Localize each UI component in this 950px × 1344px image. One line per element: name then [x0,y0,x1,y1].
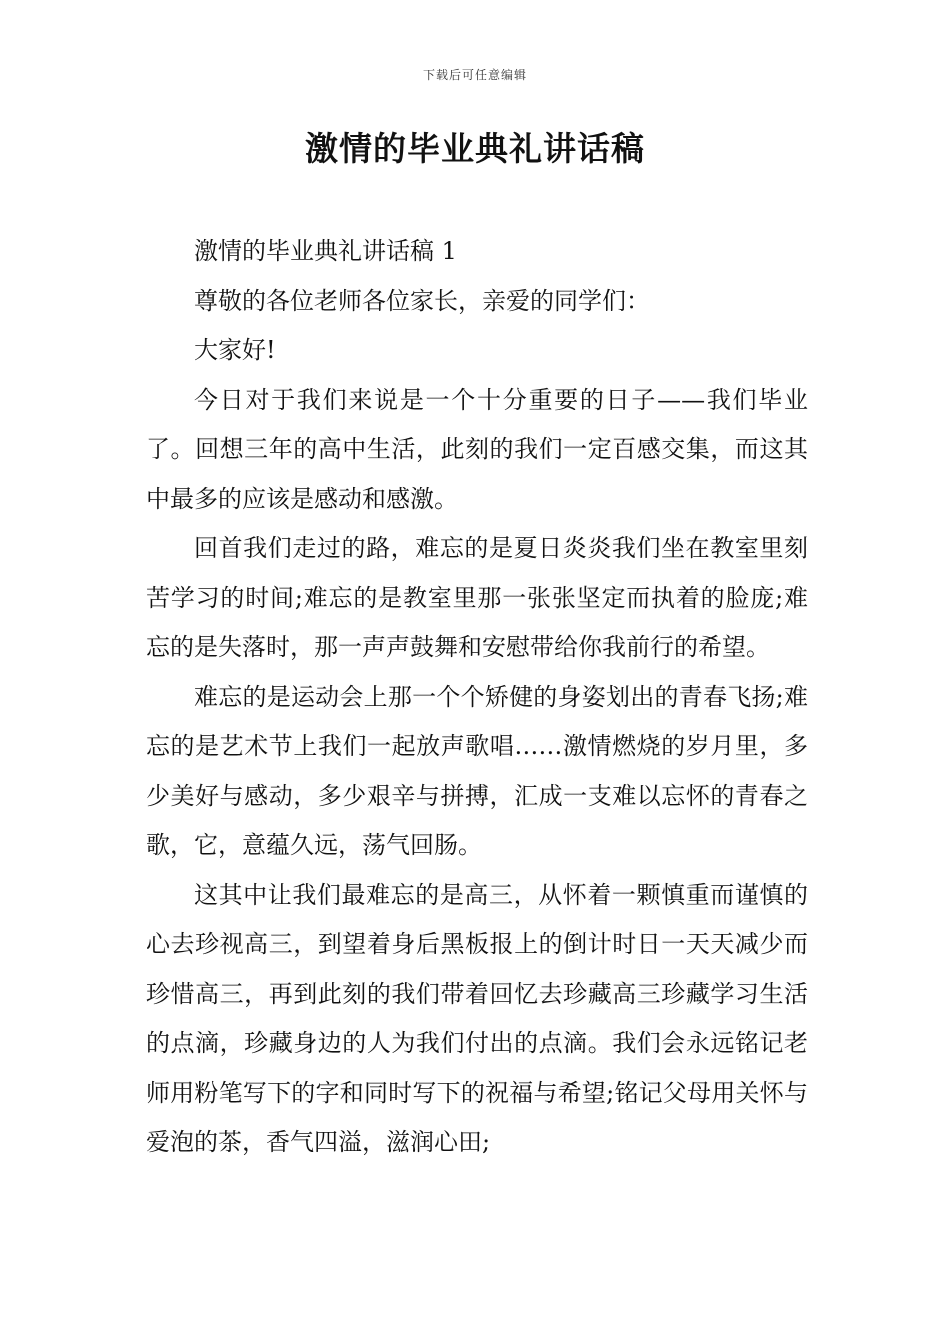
section-heading: 激情的毕业典礼讲话稿 1 [194,237,457,265]
document-body [146,227,808,1168]
salutation: 尊敬的各位老师各位家长，亲爱的同学们： [194,286,650,315]
header-note: 下载后可任意编辑 [422,68,527,82]
body-paragraph: 难忘的是运动会上那一个个矫健的身姿划出的青春飞扬;难忘的是艺术节上我们一起放声歌唱……激情燃烧的岁月里，多少美好与感动，多少艰辛与拼搏，汇成一支难以忘怀的青春之歌，它，意蕴久远，荡气回肠。 [146,682,808,859]
body-paragraph: 这其中让我们最难忘的是高三，从怀着一颗慎重而谨慎的心去珍视高三，到望着身后黑板报上的倒计时日一天天减少而珍惜高三，再到此刻的我们带着回忆去珍藏高三珍藏学习生活的点滴，珍藏身边的人为我们付出的点滴。我们会永远铭记老师用粉笔写下的字和同时写下的祝福与希望;铭记父母用关怀与爱泡的茶，香气四溢，滋润心田; [146,880,808,1156]
body-paragraph: 回首我们走过的路，难忘的是夏日炎炎我们坐在教室里刻苦学习的时间;难忘的是教室里那一张张坚定而执着的脸庞;难忘的是失落时，那一声声鼓舞和安慰带给你我前行的希望。 [146,534,808,661]
greeting: 大家好! [194,336,276,364]
body-paragraph: 今日对于我们来说是一个十分重要的日子——我们毕业了。回想三年的高中生活，此刻的我们一定百感交集，而这其中最多的应该是感动和感激。 [146,385,808,513]
document-title: 激情的毕业典礼讲话稿 [305,129,645,168]
